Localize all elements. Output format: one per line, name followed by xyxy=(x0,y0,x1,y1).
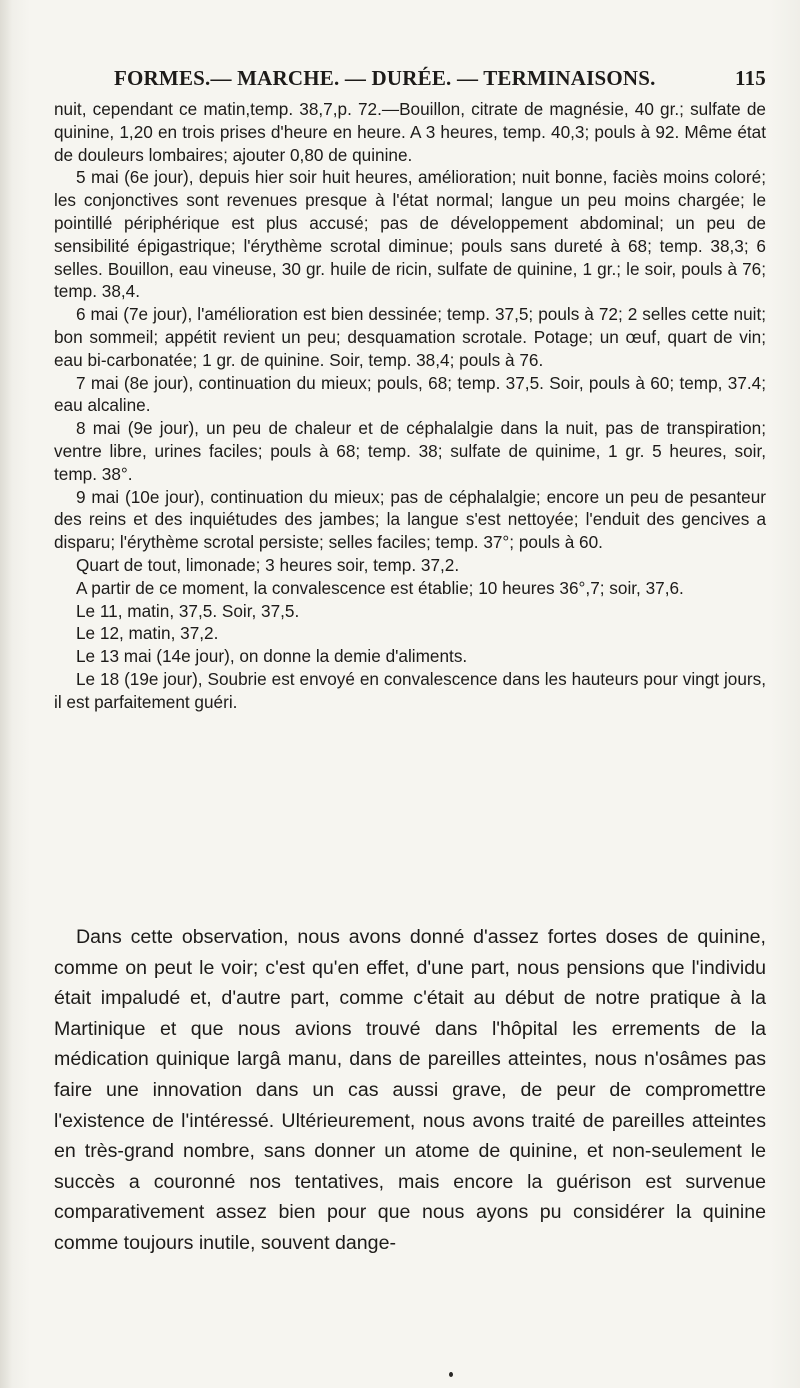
commentary-paragraph: Dans cette observation, nous avons donné d'assez fortes doses de quinine, comme on peut le voir; c'est qu'en effet, d'une part, nous pensions que l'individu était impaludé et, d'autre part, comme c'était au début de notre pratique à la Martinique et que nous avions trouvé dans l'hôpital les errements de la médication quinique largâ manu, dans de pareilles atteintes, nous n'osâmes pas faire une innovation dans un cas aussi grave, de peur de compromettre l'existence de l'intéressé. Ultérieurement, nous avons traité de pareilles atteintes en très-grand nombre, sans donner un atome de quinine, et non-seulement le succès a couronné nos tentatives, mais encore la guérison est survenue comparativement assez bien pour que nous ayons pu considérer la quinine comme toujours inutile, souvent dange- xyxy=(54,926,766,1254)
observation-paragraph: 9 mai (10e jour), continuation du mieux; pas de céphalalgie; encore un peu de pesanteur des reins et des inquiétudes des jambes; la langue s'est nettoyée; l'enduit des gencives a disparu; l'érythème scrotal persiste; selles faciles; temp. 37°; pouls à 60. xyxy=(54,486,766,553)
page-header xyxy=(114,66,766,92)
observation-paragraph: nuit, cependant ce matin,temp. 38,7,p. 72.—Bouillon, citrate de magnésie, 40 gr.; sulfate de quinine, 1,20 en trois prises d'heure en heure. A 3 heures, temp. 40,3; pouls à 92. Même état de douleurs lombaires; ajouter 0,80 de quinine. xyxy=(54,99,766,165)
observation-paragraph: Le 18 (19e jour), Soubrie est envoyé en convalescence dans les hauteurs pour vingt jours, il est parfaitement guéri. xyxy=(54,668,766,712)
observation-paragraph: 8 mai (9e jour), un peu de chaleur et de céphalalgie dans la nuit, pas de transpiration; ventre libre, urines faciles; pouls à 68; temp. 38; sulfate de quinime, 1 gr. 5 heures, soir, temp. 38°. xyxy=(54,418,766,484)
observation-paragraph: 7 mai (8e jour), continuation du mieux; pouls, 68; temp. 37,5. Soir, pouls à 60; temp, 37.4; eau alcaline. xyxy=(54,372,766,416)
observation-paragraph: 6 mai (7e jour), l'amélioration est bien dessinée; temp. 37,5; pouls à 72; 2 selles cette nuit; bon sommeil; appétit revient un peu; desquamation scrotale. Potage; un œuf, quart de vin; eau bi-carbonatée; 1 gr. de quinine. Soir, temp. 38,4; pouls à 76. xyxy=(54,304,766,370)
observation-paragraph: Quart de tout, limonade; 3 heures soir, temp. 37,2. xyxy=(76,554,460,575)
page-number: 115 xyxy=(735,66,766,90)
page-gutter-shadow xyxy=(0,0,12,1388)
ink-speck xyxy=(449,1372,453,1377)
observation-paragraph: Le 11, matin, 37,5. Soir, 37,5. xyxy=(76,600,300,621)
observation-paragraph: Le 12, matin, 37,2. xyxy=(76,623,219,644)
commentary-section xyxy=(54,922,766,1259)
observation-paragraph: A partir de ce moment, la convalescence est établie; 10 heures 36°,7; soir, 37,6. xyxy=(76,577,684,598)
running-title: FORMES.— MARCHE. — DURÉE. — TERMINAISONS. xyxy=(114,66,656,90)
observation-paragraph: Le 13 mai (14e jour), on donne la demie d'aliments. xyxy=(76,646,468,667)
observation-paragraph: 5 mai (6e jour), depuis hier soir huit heures, amélioration; nuit bonne, faciès moins coloré; les conjonctives sont revenues presque à l'état normal; langue un peu moins chargée; le pointillé périphérique est plus accusé; pas de développement abdominal; un peu de sensibilité épigastrique; l'érythème scrotal diminue; pouls sans dureté à 68; temp. 38,3; 6 selles. Bouillon, eau vineuse, 30 gr. huile de ricin, sulfate de quinine, 1 gr.; le soir, pouls à 76; temp. 38,4. xyxy=(54,167,766,302)
observation-notes xyxy=(54,98,766,714)
